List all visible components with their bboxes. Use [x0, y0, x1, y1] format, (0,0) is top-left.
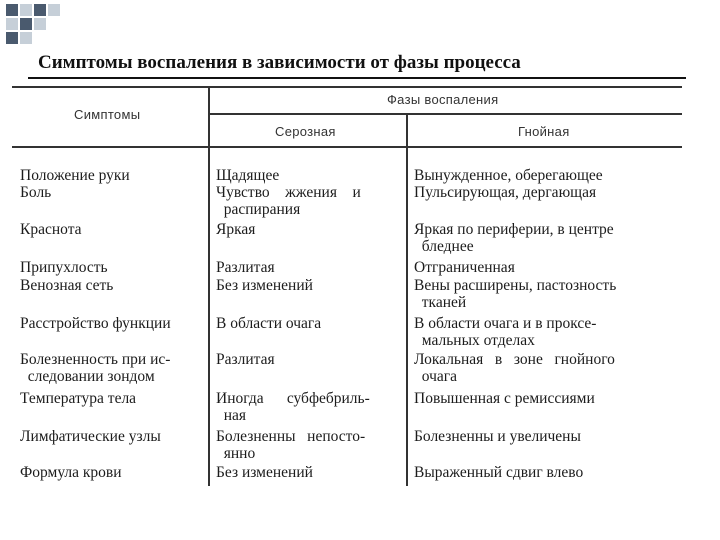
table-cell-purulent: Вынужденное, оберегающее [414, 167, 603, 184]
table-cell-symptom: Лимфатические узлы [20, 428, 161, 445]
table-cell-symptom: Положение руки [20, 167, 130, 184]
table-cell-purulent: Отграниченная [414, 259, 515, 276]
title-underline [28, 77, 686, 79]
table-cell-purulent: В области очага и в проксе- мальных отделах [414, 315, 597, 349]
table-top-rule [12, 86, 682, 88]
corner-square [6, 4, 18, 16]
table-cell-serous: Без изменений [216, 277, 313, 294]
column-divider [406, 113, 408, 486]
phase-header-rule [208, 113, 682, 115]
table-cell-purulent: Выраженный сдвиг влево [414, 464, 584, 481]
table-cell-symptom: Припухлость [20, 259, 108, 276]
table-cell-symptom: Боль [20, 184, 52, 201]
table-cell-serous: Чувство жжения и распирания [216, 184, 361, 218]
table-cell-symptom: Температура тела [20, 390, 137, 407]
table-cell-serous: Яркая [216, 221, 256, 238]
header-purulent: Гнойная [518, 124, 570, 139]
table-cell-purulent: Яркая по периферии, в центре бледнее [414, 221, 614, 255]
header-serous: Серозная [275, 124, 336, 139]
table-cell-purulent: Локальная в зоне гнойного очага [414, 351, 615, 385]
symptoms-table [12, 86, 682, 506]
corner-square [20, 18, 32, 30]
column-divider [208, 86, 210, 486]
table-cell-symptom: Болезненность при ис- следовании зондом [20, 351, 171, 385]
header-bottom-rule [12, 146, 682, 148]
table-cell-purulent: Повышенная с ремиссиями [414, 390, 595, 407]
header-symptoms: Симптомы [74, 107, 141, 122]
table-cell-purulent: Болезненны и увеличены [414, 428, 581, 445]
table-cell-symptom: Краснота [20, 221, 82, 238]
table-cell-serous: Иногда субфебриль- ная [216, 390, 370, 424]
corner-square [20, 32, 32, 44]
table-cell-purulent: Пульсирующая, дергающая [414, 184, 597, 201]
table-cell-serous: Без изменений [216, 464, 313, 481]
table-cell-symptom: Венозная сеть [20, 277, 114, 294]
table-cell-symptom: Расстройство функции [20, 315, 171, 332]
page-title: Симптомы воспаления в зависимости от фазы процесса [38, 52, 521, 73]
corner-square [6, 18, 18, 30]
corner-square [34, 4, 46, 16]
table-cell-serous: В области очага [216, 315, 322, 332]
header-phases: Фазы воспаления [387, 92, 499, 107]
corner-square [34, 18, 46, 30]
table-cell-purulent: Вены расширены, пастозность тканей [414, 277, 617, 311]
table-cell-serous: Щадящее [216, 167, 280, 184]
corner-square [48, 4, 60, 16]
corner-square [20, 4, 32, 16]
table-cell-serous: Разлитая [216, 351, 275, 368]
table-cell-symptom: Формула крови [20, 464, 122, 481]
table-cell-serous: Разлитая [216, 259, 275, 276]
table-cell-serous: Болезненны непосто- янно [216, 428, 366, 462]
corner-square [6, 32, 18, 44]
